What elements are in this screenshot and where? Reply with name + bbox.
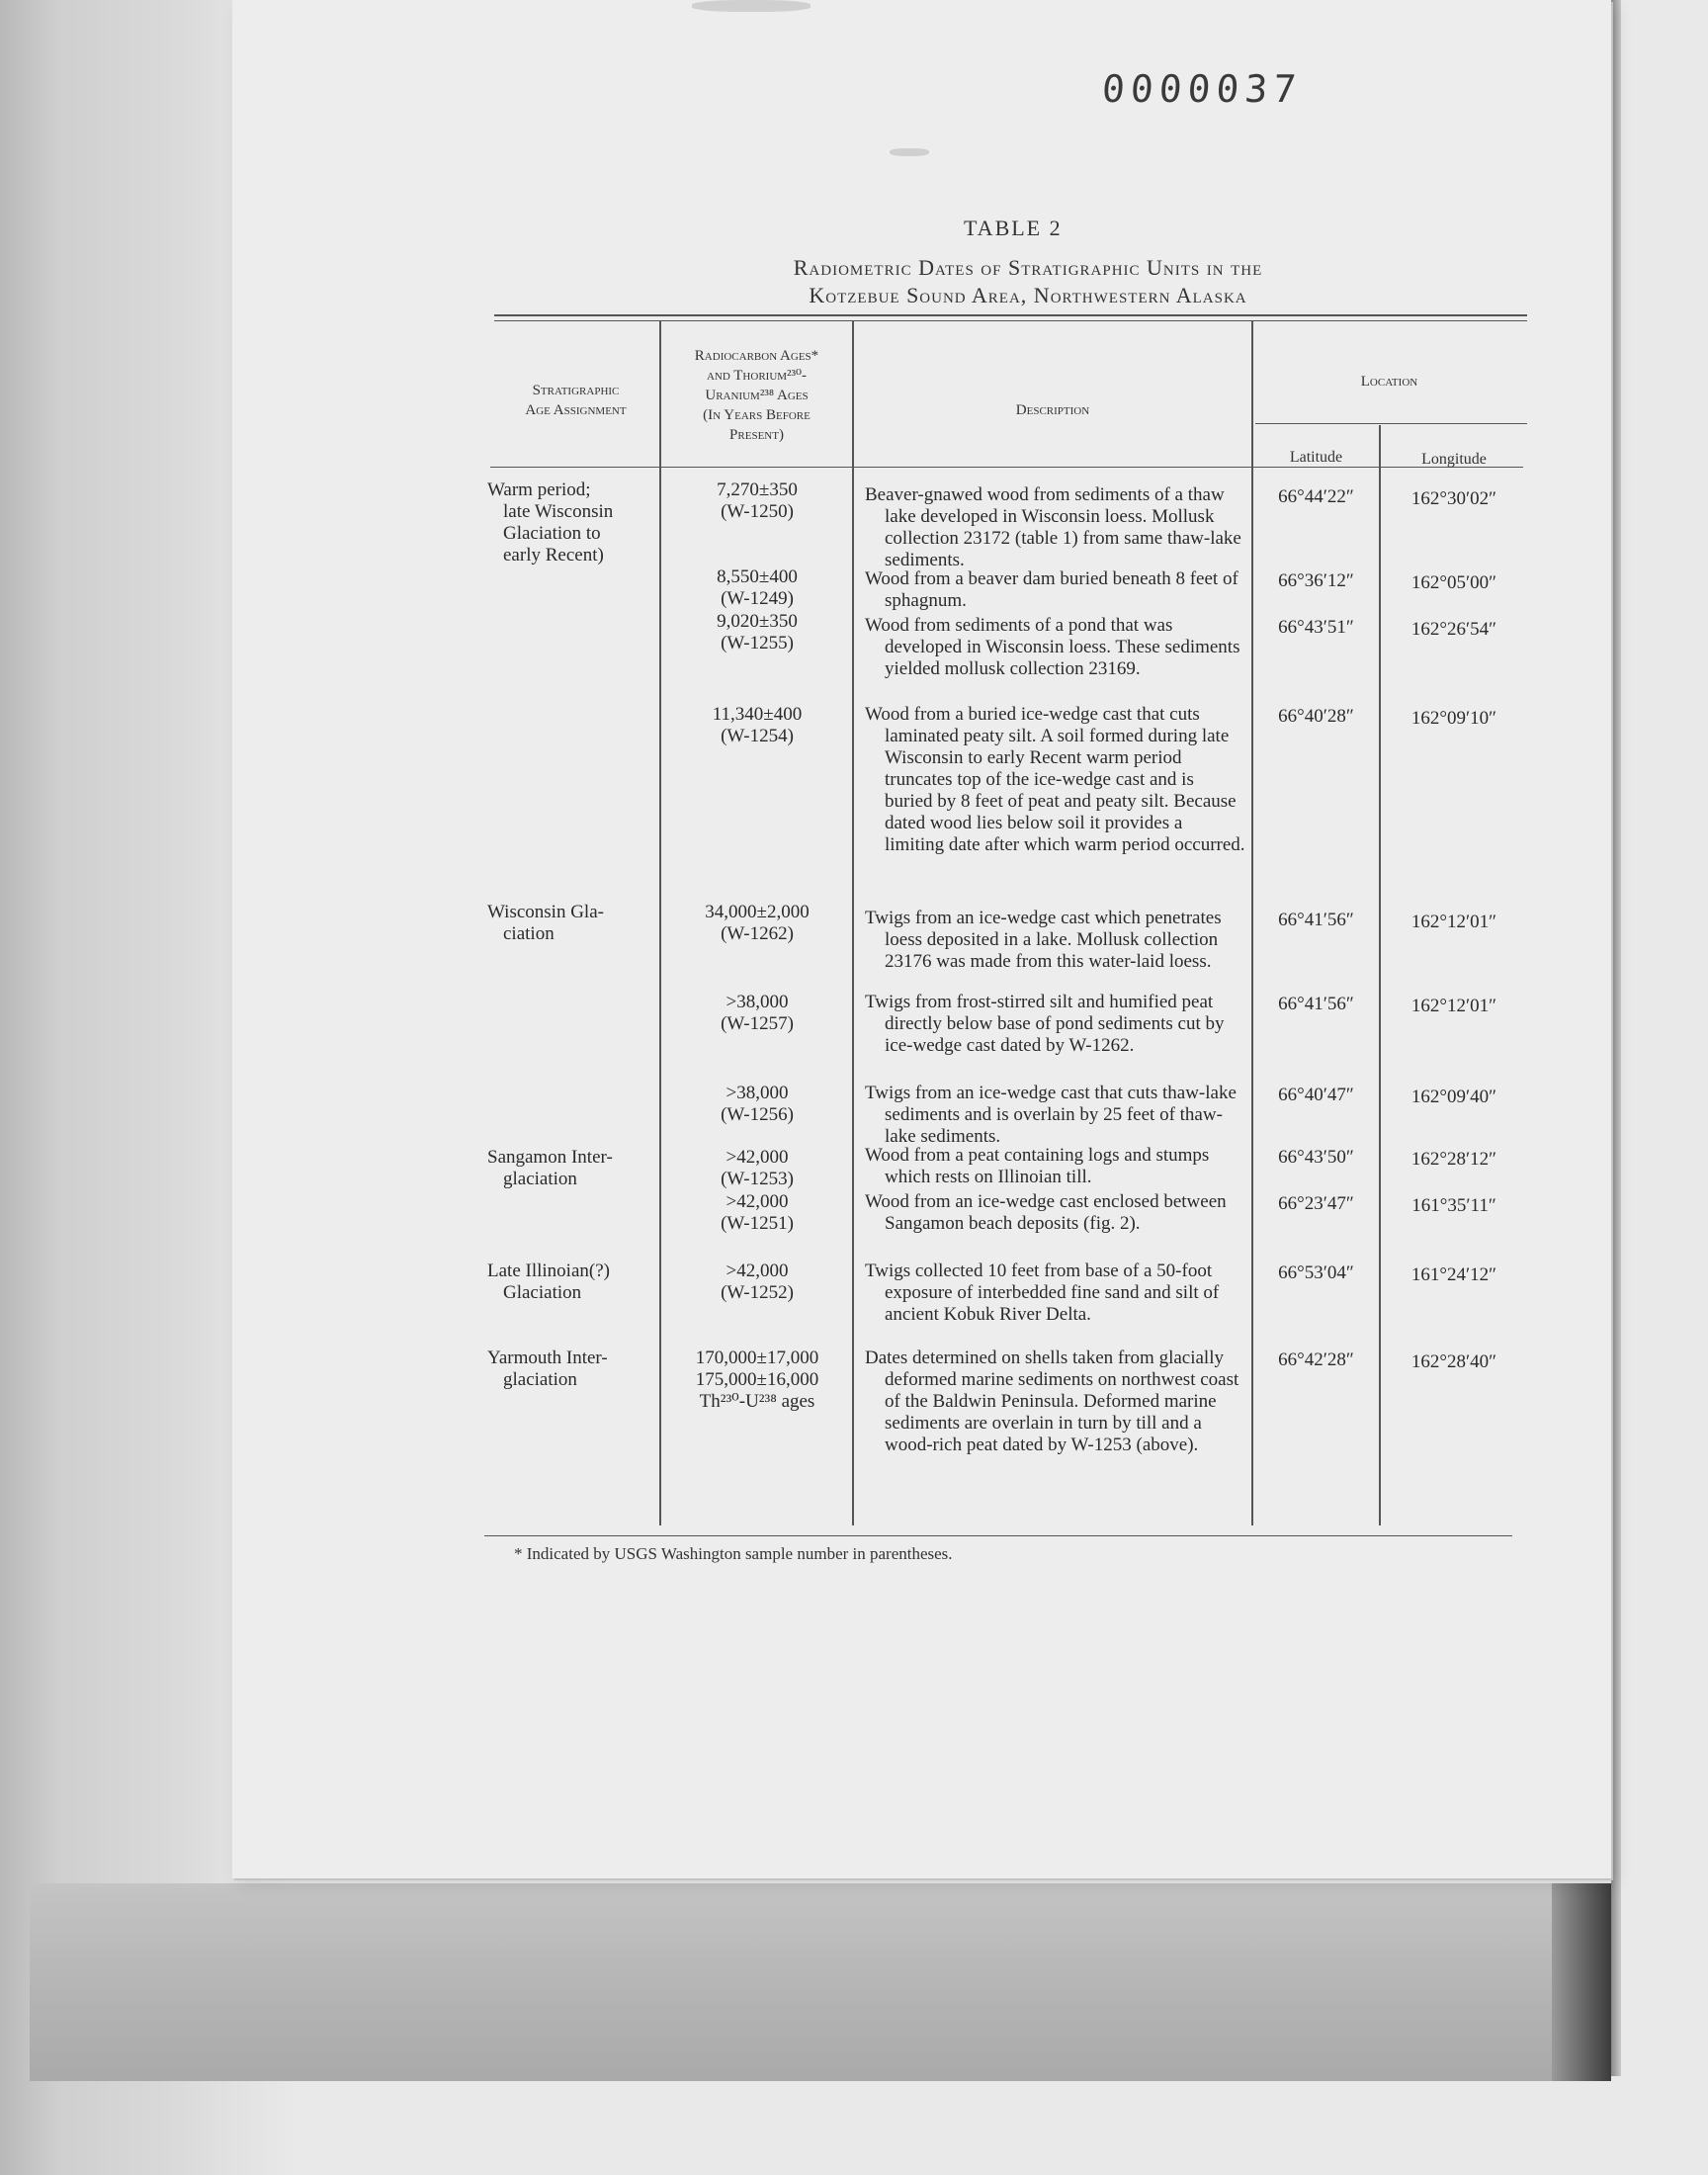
- radiometric-date-cell: [660, 1191, 854, 1235]
- table-caption-line2: Kotzebue Sound Area, Northwestern Alaska: [809, 283, 1247, 307]
- age-assignment-line: Yarmouth Inter-: [487, 1348, 608, 1368]
- radiometric-date-line: >38,000: [726, 992, 789, 1012]
- age-assignment-line: Glaciation: [503, 1282, 582, 1303]
- radiometric-date-line: 170,000±17,000: [695, 1348, 819, 1368]
- latitude-cell: 66°43′51″: [1278, 617, 1354, 638]
- longitude-cell: 162°09′10″: [1410, 708, 1497, 729]
- description-cell: [865, 1261, 1245, 1326]
- latitude-cell: 66°41′56″: [1278, 994, 1354, 1014]
- header-text: Stratigraphic: [532, 383, 620, 398]
- radiometric-date-line: >42,000: [726, 1147, 789, 1168]
- age-assignment-line: Wisconsin Gla-: [487, 902, 604, 922]
- age-assignment-line: Glaciation to: [503, 523, 601, 544]
- header-text: Uranium²³⁸ Ages: [705, 388, 809, 403]
- description-cell: [865, 704, 1245, 856]
- scan-corner-shadow: [1552, 1883, 1611, 2081]
- document-stamp-number: 0000037: [1100, 67, 1304, 111]
- latitude-cell: 66°23′47″: [1278, 1193, 1354, 1214]
- longitude-cell: 162°28′40″: [1410, 1351, 1497, 1372]
- radiometric-date-cell: [660, 479, 854, 523]
- radiometric-date-line: 9,020±350: [717, 611, 798, 632]
- scan-smudge: [890, 148, 929, 156]
- radiometric-date-line: (W-1254): [721, 726, 794, 746]
- radiometric-date-line: 8,550±400: [717, 566, 798, 587]
- header-text: (In Years Before: [703, 407, 811, 423]
- header-text: Radiocarbon Ages*: [694, 348, 819, 364]
- description-text: Beaver-gnawed wood from sediments of a thaw lake developed in Wisconsin loess. Mollusk collection 23172 (table 1) from same thaw-lake sediments.: [865, 484, 1241, 570]
- header-age-assignment: [494, 381, 657, 420]
- radiometric-date-line: 175,000±16,000: [695, 1369, 819, 1390]
- header-text: Present): [729, 427, 784, 443]
- radiometric-date-cell: [660, 1261, 854, 1304]
- description-cell: [865, 1348, 1245, 1456]
- description-text: Wood from a beaver dam buried beneath 8 feet of sphagnum.: [865, 568, 1238, 611]
- age-assignment-line: glaciation: [503, 1369, 577, 1390]
- radiometric-date-line: (W-1249): [721, 588, 794, 609]
- description-cell: [865, 1145, 1245, 1188]
- age-assignment-line: ciation: [503, 923, 555, 944]
- radiometric-date-line: (W-1253): [721, 1169, 794, 1189]
- radiometric-date-cell: [660, 1348, 854, 1413]
- age-assignment-cell: [487, 1348, 655, 1391]
- radiometric-date-line: (W-1252): [721, 1282, 794, 1303]
- description-text: Wood from sediments of a pond that was developed in Wisconsin loess. These sediments yielded mollusk collection 23169.: [865, 615, 1240, 679]
- radiometric-date-cell: [660, 566, 854, 610]
- description-cell: [865, 484, 1245, 571]
- scan-smudge: [692, 0, 811, 12]
- header-text: Age Assignment: [525, 402, 627, 418]
- radiometric-date-cell: [660, 704, 854, 747]
- header-text: and Thorium²³⁰-: [706, 368, 808, 384]
- age-assignment-cell: [487, 479, 655, 566]
- radiometric-date-line: (W-1250): [721, 501, 794, 522]
- radiometric-date-line: (W-1255): [721, 633, 794, 653]
- description-cell: [865, 615, 1245, 680]
- top-rule-thin: [494, 320, 1527, 321]
- description-text: Wood from a peat containing logs and stumps which rests on Illinoian till.: [865, 1145, 1210, 1187]
- longitude-cell: 162°09′40″: [1410, 1087, 1497, 1107]
- top-rule: [494, 314, 1527, 316]
- longitude-cell: 162°12′01″: [1410, 912, 1497, 932]
- latitude-cell: 66°42′28″: [1278, 1349, 1354, 1370]
- age-assignment-cell: [487, 1261, 655, 1304]
- description-cell: [865, 1083, 1245, 1148]
- radiometric-date-line: Th²³⁰-U²³⁸ ages: [699, 1391, 815, 1412]
- age-assignment-line: late Wisconsin: [503, 501, 614, 522]
- age-assignment-cell: [487, 902, 655, 945]
- radiometric-date-line: >42,000: [726, 1191, 789, 1212]
- header-location: Location: [1360, 374, 1418, 390]
- longitude-cell: 162°30′02″: [1410, 488, 1497, 509]
- description-text: Twigs from an ice-wedge cast that cuts thaw-lake sediments and is overlain by 25 feet of thaw-lake sediments.: [865, 1083, 1237, 1147]
- header-latitude: Latitude: [1289, 449, 1343, 466]
- longitude-cell: 162°26′54″: [1410, 619, 1497, 640]
- bottom-rule: [484, 1535, 1512, 1536]
- radiometric-date-cell: [660, 902, 854, 945]
- radiometric-date-cell: [660, 992, 854, 1035]
- longitude-cell: 161°35′11″: [1411, 1195, 1496, 1216]
- longitude-cell: 162°05′00″: [1410, 572, 1497, 593]
- description-text: Twigs collected 10 feet from base of a 50-foot exposure of interbedded fine sand and silt of ancient Kobuk River Delta.: [865, 1261, 1220, 1325]
- scan-bottom-shadow: [30, 1883, 1611, 2081]
- description-text: Wood from an ice-wedge cast enclosed between Sangamon beach deposits (fig. 2).: [865, 1191, 1227, 1234]
- radiometric-date-line: (W-1256): [721, 1104, 794, 1125]
- age-assignment-line: Sangamon Inter-: [487, 1147, 613, 1168]
- table-footnote: * Indicated by USGS Washington sample number in parentheses.: [514, 1544, 953, 1563]
- longitude-cell: 162°28′12″: [1410, 1149, 1497, 1170]
- description-text: Twigs from an ice-wedge cast which penetrates loess deposited in a lake. Mollusk collection 23176 was made from this water-laid loess.: [865, 908, 1222, 972]
- header-ages: [660, 346, 853, 445]
- description-text: Wood from a buried ice-wedge cast that cuts laminated peaty silt. A soil formed during late Wisconsin to early Recent warm period truncates top of the ice-wedge cast and is buried by 8 feet of peat and peaty silt. Because dated wood lies below soil it provides a limiting date after which warm period occurred.: [865, 704, 1245, 855]
- scan-right-edge: [1611, 0, 1621, 2076]
- age-assignment-line: Warm period;: [487, 479, 591, 500]
- radiometric-date-line: (W-1257): [721, 1013, 794, 1034]
- age-assignment-cell: [487, 1147, 655, 1190]
- radiometric-date-line: 7,270±350: [717, 479, 798, 500]
- radiometric-date-cell: [660, 611, 854, 654]
- header-description: Description: [1015, 402, 1090, 418]
- radiometric-date-line: >42,000: [726, 1261, 789, 1281]
- latitude-cell: 66°36′12″: [1278, 570, 1354, 591]
- latitude-cell: 66°53′04″: [1278, 1262, 1354, 1283]
- radiometric-date-line: 34,000±2,000: [705, 902, 810, 922]
- latitude-cell: 66°44′22″: [1278, 486, 1354, 507]
- description-text: Dates determined on shells taken from glacially deformed marine sediments on northwest coast of the Baldwin Peninsula. Deformed marine sediments are overlain in turn by till and a wood-rich peat dated by W-1253 (above).: [865, 1348, 1239, 1455]
- radiometric-date-line: (W-1251): [721, 1213, 794, 1234]
- latitude-cell: 66°40′28″: [1278, 706, 1354, 727]
- location-subrule: [1255, 423, 1527, 424]
- table-caption-line1: Radiometric Dates of Stratigraphic Units in the: [793, 255, 1263, 280]
- radiometric-date-cell: [660, 1147, 854, 1190]
- radiometric-date-cell: [660, 1083, 854, 1126]
- radiometric-date-line: (W-1262): [721, 923, 794, 944]
- age-assignment-line: early Recent): [503, 545, 604, 566]
- description-cell: [865, 908, 1245, 973]
- longitude-cell: 162°12′01″: [1410, 996, 1497, 1016]
- longitude-cell: 161°24′12″: [1410, 1264, 1497, 1285]
- latitude-cell: 66°43′50″: [1278, 1147, 1354, 1168]
- description-cell: [865, 992, 1245, 1057]
- table-label: TABLE 2: [964, 216, 1063, 240]
- latitude-cell: 66°40′47″: [1278, 1085, 1354, 1105]
- description-cell: [865, 1191, 1245, 1235]
- age-assignment-line: Late Illinoian(?): [487, 1261, 610, 1281]
- radiometric-date-line: >38,000: [726, 1083, 789, 1103]
- radiometric-date-line: 11,340±400: [712, 704, 803, 725]
- description-cell: [865, 568, 1245, 612]
- header-longitude: Longitude: [1421, 451, 1487, 468]
- age-assignment-line: glaciation: [503, 1169, 577, 1189]
- latitude-cell: 66°41′56″: [1278, 910, 1354, 930]
- description-text: Twigs from frost-stirred silt and humified peat directly below base of pond sediments cut by ice-wedge cast dated by W-1262.: [865, 992, 1225, 1056]
